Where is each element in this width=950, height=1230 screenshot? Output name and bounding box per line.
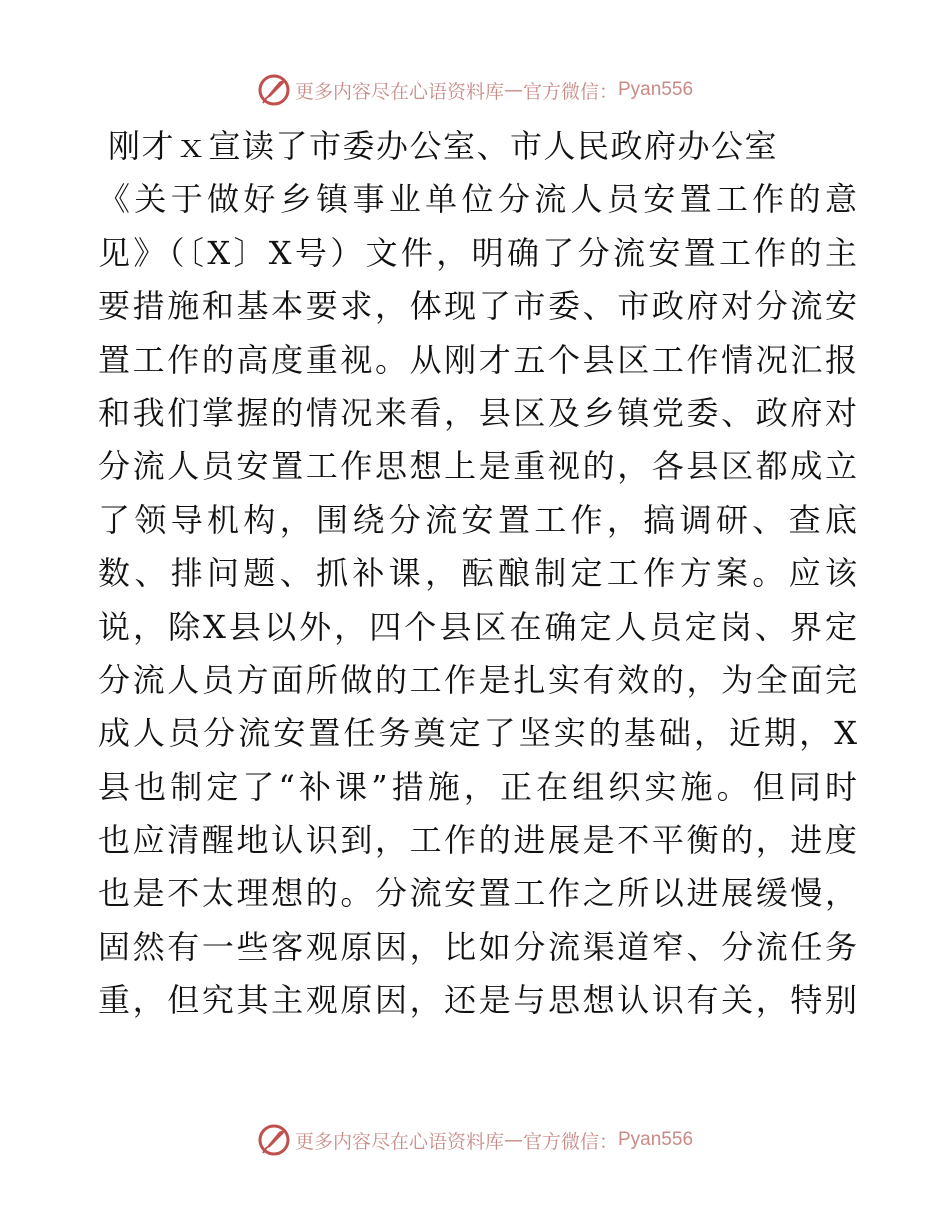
text-line-2: 《关于做好乡镇事业单位分流人员安置工作的意 [98,180,858,219]
feather-logo-icon [257,1123,291,1157]
banner-slogan: 更多内容尽在心语资料库 [294,80,504,103]
banner-dash: — [503,79,523,101]
text-line-12: 成人员分流安置任务奠定了坚实的基础，近期，X [98,714,858,753]
text-line-13: 县也制定了“补课”措施，正在组织实施。但同时 [98,767,858,806]
text-line-14: 也应清醒地认识到，工作的进展是不平衡的，进度 [98,821,858,860]
text-line-4: 要措施和基本要求，体现了市委、市政府对分流安 [98,287,858,326]
text-line-6: 和我们掌握的情况来看，县区及乡镇党委、政府对 [98,393,858,432]
text-line-11: 分流人员方面所做的工作是扎实有效的，为全面完 [98,660,858,699]
text-line-10: 说，除X县以外，四个县区在确定人员定岗、界定 [98,607,858,646]
banner-wechat-label: 官方微信： [522,80,618,103]
banner-dash: — [503,1129,523,1151]
header-banner [0,70,950,110]
text-line-17: 重，但究其主观原因，还是与思想认识有关，特别 [98,981,858,1020]
text-line-3: 见》（〔X〕X号）文件，明确了分流安置工作的主 [98,233,858,272]
text-line-7: 分流人员安置工作思想上是重视的，各县区都成立 [98,447,858,486]
text-line-15: 也是不太理想的。分流安置工作之所以进展缓慢， [98,874,858,913]
banner-slogan: 更多内容尽在心语资料库 [294,1130,504,1153]
text-line-1: 刚才ｘ宣读了市委办公室、市人民政府办公室 [108,127,779,165]
text-line-5: 置工作的高度重视。从刚才五个县区工作情况汇报 [98,340,858,379]
text-line-9: 数、排问题、抓补课，酝酿制定工作方案。应该 [98,554,858,593]
feather-logo-icon [257,73,291,107]
banner-wechat-id: Pyan556 [618,1129,694,1150]
footer-banner [0,1120,950,1160]
banner-wechat-id: Pyan556 [618,79,694,100]
banner-wechat-label: 官方微信： [522,1130,618,1153]
text-line-16: 固然有一些客观原因，比如分流渠道窄、分流任务 [98,927,858,966]
document-body [98,120,858,1028]
text-line-8: 了领导机构，围绕分流安置工作，搞调研、查底 [98,500,858,539]
